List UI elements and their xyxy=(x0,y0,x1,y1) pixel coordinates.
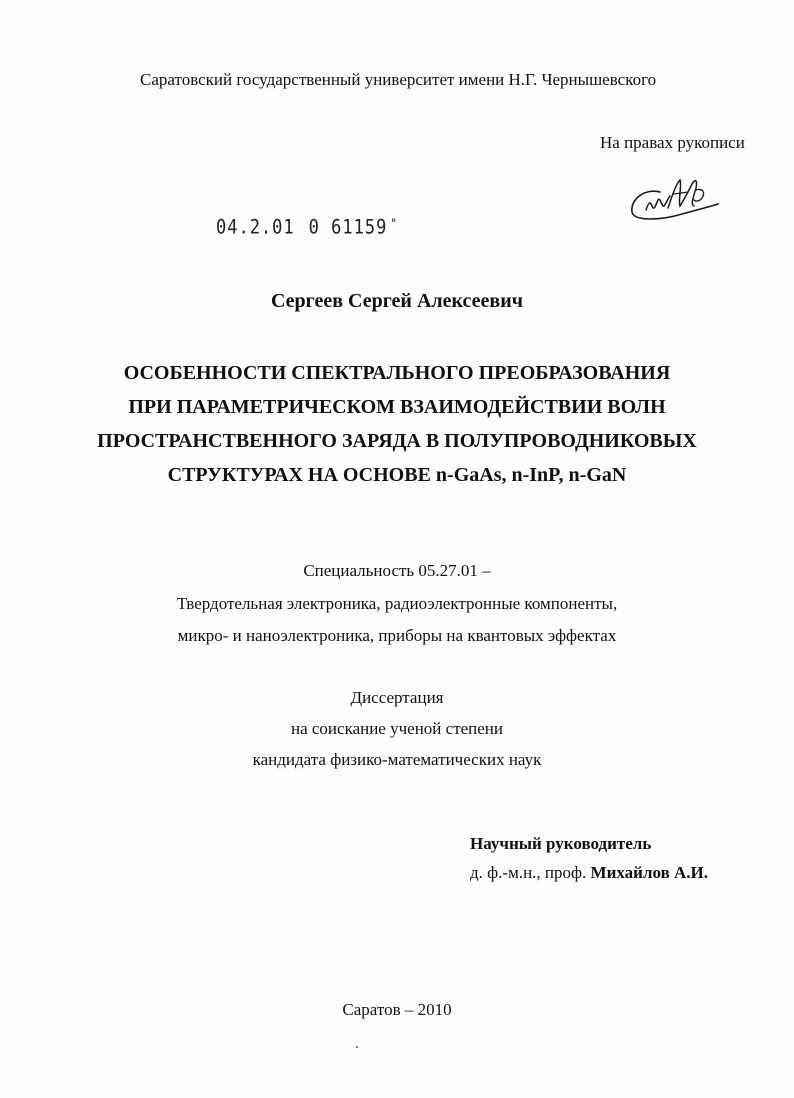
dissertation-line: Диссертация xyxy=(350,688,444,707)
specialty-line: Твердотельная электроника, радиоэлектронные компоненты, xyxy=(176,594,618,613)
supervisor-credentials xyxy=(470,863,708,883)
supervisor-degree: д. ф.-м.н., проф. xyxy=(470,863,587,882)
archive-stamp-mark: " xyxy=(390,216,398,231)
dissertation-line: кандидата физико-математических наук xyxy=(252,750,542,769)
city-year: Саратов – 2010 xyxy=(342,1000,452,1019)
scan-speck xyxy=(356,1046,358,1048)
thesis-title-line: ПРОСТРАНСТВЕННОГО ЗАРЯДА В ПОЛУПРОВОДНИКОВЫХ xyxy=(97,430,697,452)
author-name: Сергеев Сергей Алексеевич xyxy=(270,290,523,312)
specialty-line: микро- и наноэлектроника, приборы на квантовых эффектах xyxy=(177,626,617,645)
supervisor-title: Научный руководитель xyxy=(470,834,652,853)
university-name: Саратовский государственный университет имени Н.Г. Чернышевского xyxy=(140,70,657,89)
archive-stamp xyxy=(216,216,398,239)
signature-icon xyxy=(622,170,722,230)
dissertation-line: на соискание ученой степени xyxy=(290,719,504,738)
thesis-title-line: ПРИ ПАРАМЕТРИЧЕСКОМ ВЗАИМОДЕЙСТВИИ ВОЛН xyxy=(128,396,666,418)
specialty-line: Специальность 05.27.01 – xyxy=(303,561,491,580)
archive-stamp-number: 0 61159 xyxy=(308,216,388,239)
archive-stamp-code: 04.2.01 xyxy=(216,216,295,239)
supervisor-name: Михайлов А.И. xyxy=(590,863,709,882)
manuscript-rights-note: На правах рукописи xyxy=(600,133,745,152)
thesis-title-line: СТРУКТУРАХ НА ОСНОВЕ n-GaAs, n-InP, n-GaN xyxy=(167,464,627,486)
thesis-title-line: ОСОБЕННОСТИ СПЕКТРАЛЬНОГО ПРЕОБРАЗОВАНИЯ xyxy=(123,362,671,384)
